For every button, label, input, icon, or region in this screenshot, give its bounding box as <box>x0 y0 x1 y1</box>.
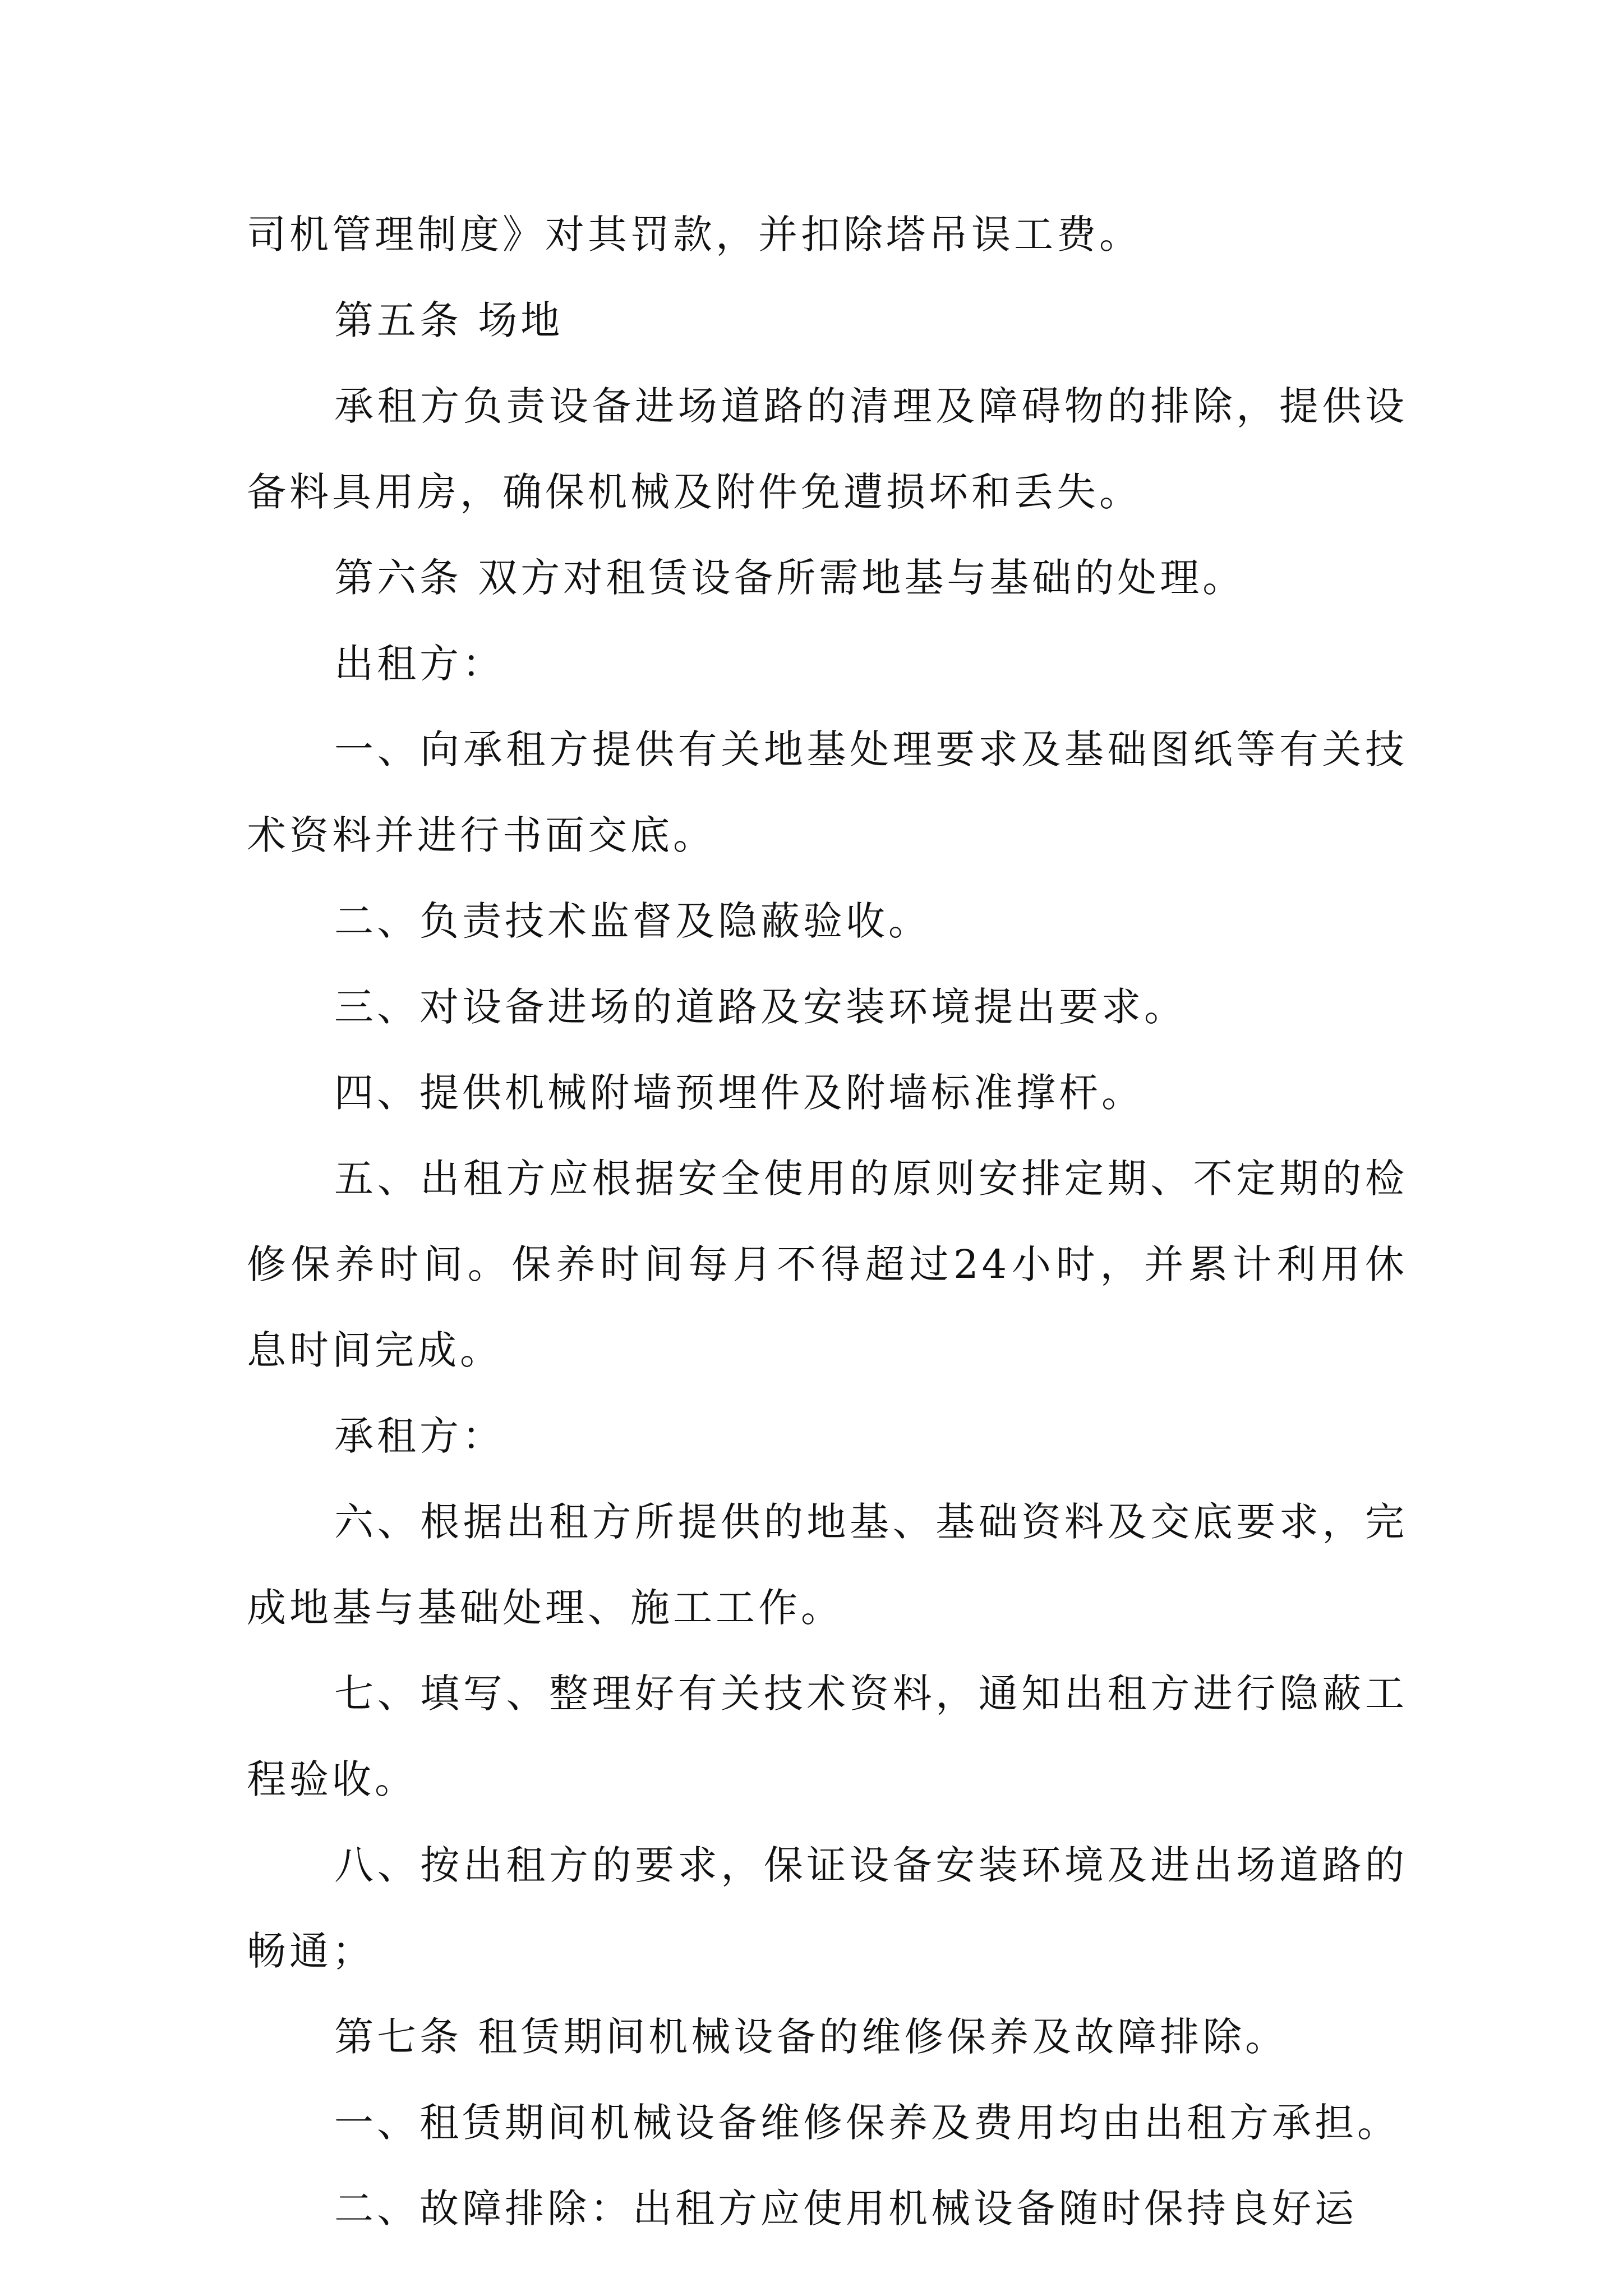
list-item-3: 三、对设备进场的道路及安装环境提出要求。 <box>334 984 1187 1030</box>
paragraph-3: 承租方负责设备进场道路的清理及障碍物的排除，提供设备料具用房，确保机械及附件免遭损坏和丢失。 <box>247 383 1408 515</box>
list-item-1: 一、向承租方提供有关地基处理要求及基础图纸等有关技术资料并进行书面交底。 <box>247 726 1408 858</box>
list-item-8: 八、按出租方的要求，保证设备安装环境及进出场道路的畅通； <box>247 1842 1408 1974</box>
paragraph-1: 司机管理制度》对其罚款，并扣除塔吊误工费。 <box>247 211 1142 257</box>
document-body <box>247 192 1408 2252</box>
maintenance-item-1: 一、租赁期间机械设备维修保养及费用均由出租方承担。 <box>334 2100 1400 2146</box>
maintenance-item-2: 二、故障排除：出租方应使用机械设备随时保持良好运 <box>334 2185 1357 2231</box>
list-item-2: 二、负责技术监督及隐蔽验收。 <box>334 898 931 944</box>
lessor-label: 出租方： <box>334 641 505 687</box>
article-7-heading: 第七条 租赁期间机械设备的维修保养及故障排除。 <box>334 2014 1288 2060</box>
lessee-label: 承租方： <box>334 1413 505 1459</box>
list-item-6: 六、根据出租方所提供的地基、基础资料及交底要求，完成地基与基础处理、施工工作。 <box>247 1499 1408 1631</box>
list-item-5: 五、出租方应根据安全使用的原则安排定期、不定期的检修保养时间。保养时间每月不得超过24小时，并累计利用休息时间完成。 <box>247 1156 1408 1373</box>
list-item-7: 七、填写、整理好有关技术资料，通知出租方进行隐蔽工程验收。 <box>247 1671 1408 1802</box>
article-6-heading: 第六条 双方对租赁设备所需地基与基础的处理。 <box>334 555 1246 601</box>
list-item-4: 四、提供机械附墙预埋件及附墙标准撑杆。 <box>334 1070 1144 1116</box>
article-5-heading: 第五条 场地 <box>334 297 564 343</box>
